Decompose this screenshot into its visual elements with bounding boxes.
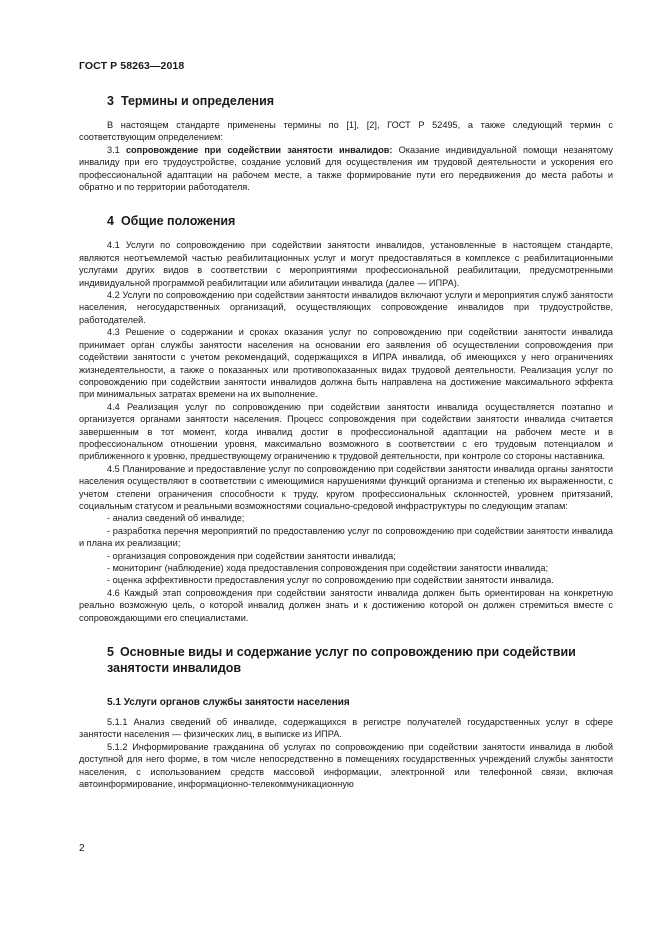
term-number: 3.1 <box>107 144 120 155</box>
paragraph: В настоящем стандарте применены термины по [1], [2], ГОСТ Р 52495, а также следующий термин с соответствующим определением: <box>79 120 613 143</box>
page-number: 2 <box>79 843 85 854</box>
subsection-number: 5.1 <box>107 697 121 709</box>
paragraph: 4.6 Каждый этап сопровождения при содействии занятости инвалида должен быть ориентирован на конкретную реально возможную цель, о которой инвалид должен знать и к достижению которой он должен стремиться вместе с сопровождающими его специалистами. <box>79 587 613 623</box>
paragraph: 5.1.2 Информирование гражданина об услугах по сопровождению при содействии занятости инвалида в любой доступной для него форме, в том числе непосредственно в помещениях государственных учреждений службы занятости населения, с использованием средств массовой информации, электронной или телефонной связи, включая автоинформирование, информационно-телекоммуникационную <box>79 741 613 790</box>
section-title: Термины и определения <box>120 94 275 108</box>
list-item: - оценка эффективности предоставления услуг по сопровождению при содействии занятости инвалида. <box>107 575 554 586</box>
paragraph: 4.3 Решение о содержании и сроках оказания услуг по сопровождению при содействии занятости инвалида принимает орган службы занятости населения на основании его заявления об осуществлении сопровождения при содействии занятости с учетом рекомендаций, содержащихся в ИПРА инвалида, об имеющихся у него ограничениях жизнедеятельности, а также о показанных или противопоказанных видах трудовой деятельности. Реализация услуг по сопровождению при содействии занятости инвалидов должна быть направлена на достижение максимального эффекта при минимальных затратах времени на их выполнение. <box>79 327 613 400</box>
term-text: Оказание индивидуальной помощи незанятому инвалиду при его трудоустройстве, создание условий для осуществления им трудовой деятельности и ускорения его профессиональной адаптации на рабочем месте, а также формирование пути его передвижения до места работы и обратно и по территории работодателя. <box>79 144 613 193</box>
list-item: - разработка перечня мероприятий по предоставлению услуг по сопровождению при содействии занятости инвалида и плана их реализации; <box>79 525 613 549</box>
document-code: ГОСТ Р 58263—2018 <box>79 60 185 72</box>
document-body <box>79 93 613 790</box>
paragraph: 4.5 Планирование и предоставление услуг по сопровождению при содействии занятости инвалида органы занятости населения осуществляют в соответствии с имеющимися нарушениями функций организма и степенью их выраженности, с учетом степени ограничения способности к труду, кругом профессиональных склонностей, уровнем притязаний, социальным статусом и реальными возможностями социально-средовой инфраструктуры по следующим этапам: <box>79 463 613 511</box>
term-definition <box>79 144 613 194</box>
paragraph: 4.4 Реализация услуг по сопровождению при содействии занятости инвалида осуществляется поэтапно и организуется органами занятости населения. Процесс сопровождения при содействии занятости инвалида считается завершенным в тот момент, когда инвалид достиг в профессиональной адаптации на рабочем месте и в профессиональном отношении уровня, максимально возможного в соответствии с его трудовым потенциалом и приближенного к уровню, предшествующему ограничению к трудовой деятельности, при контроле со стороны наставника. <box>79 401 613 462</box>
list-item: - организация сопровождения при содействии занятости инвалида; <box>107 550 396 561</box>
paragraph: 4.2 Услуги по сопровождению при содействии занятости инвалидов включают услуги и мероприятия служб занятости населения, негосударственных организаций, осуществляющих сопровождение инвалидов при трудоустройстве, работодателей. <box>79 290 613 325</box>
section-4-heading <box>79 213 613 229</box>
section-5-heading <box>79 644 613 676</box>
subsection-5-1-heading <box>79 696 613 710</box>
section-3-heading <box>79 93 613 109</box>
paragraph: 5.1.1 Анализ сведений об инвалиде, содержащихся в регистре получателей государственных услуг в сфере занятости населения — физических лиц, в выписке из ИПРА. <box>79 717 613 740</box>
subsection-title: Услуги органов службы занятости населения <box>123 697 350 709</box>
term-name: сопровождение при содействии занятости инвалидов: <box>125 144 393 155</box>
section-title: Основные виды и содержание услуг по сопровождению при содействии занятости инвалидов <box>107 645 576 676</box>
section-number: 5 <box>107 645 114 660</box>
paragraph: 4.1 Услуги по сопровождению при содействии занятости инвалидов, установленные в настоящем стандарте, являются неотъемлемой частью реабилитационных услуг и могут предоставляться в комплексе с реабилитационными услугами других видов в соответствии с мероприятиями профессиональной реабилитации, предусмотренными индивидуальной программой реабилитации или абилитации инвалида (далее — ИПРА). <box>79 240 613 288</box>
list-item: - анализ сведений об инвалиде; <box>107 513 245 524</box>
section-number: 3 <box>107 94 114 108</box>
section-number: 4 <box>107 214 114 229</box>
section-title: Общие положения <box>120 214 236 229</box>
list-item: - мониторинг (наблюдение) хода предоставления сопровождения при содействии занятости инвалида; <box>107 563 549 573</box>
